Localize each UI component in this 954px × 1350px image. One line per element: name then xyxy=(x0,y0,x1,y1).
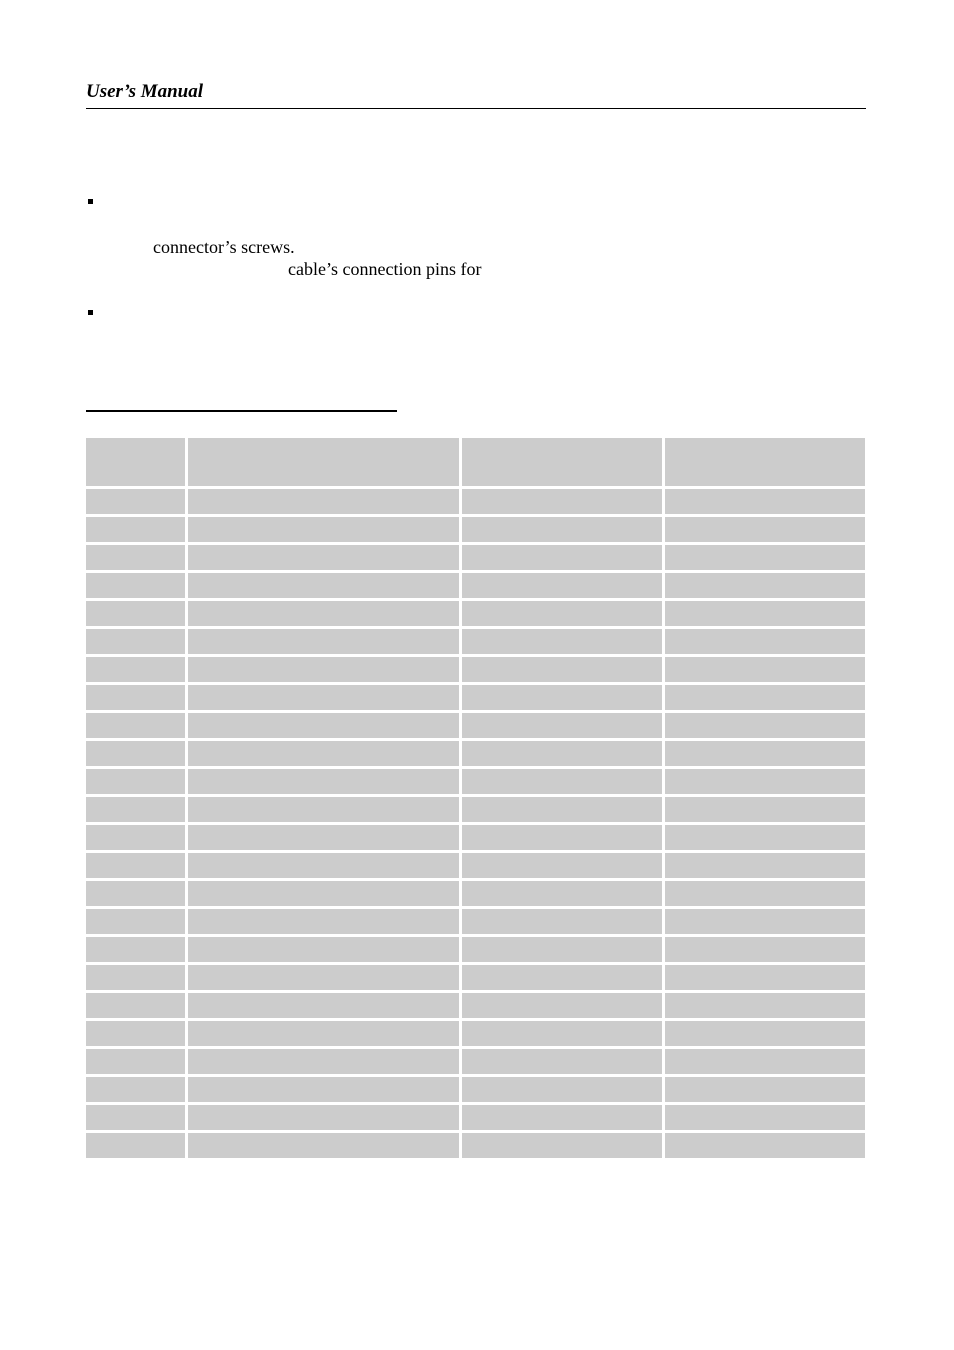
table-cell xyxy=(462,881,662,906)
header-divider xyxy=(86,108,866,109)
table-cell xyxy=(86,825,185,850)
table-cell xyxy=(86,1105,185,1130)
table-cell xyxy=(86,713,185,738)
table-cell xyxy=(188,713,459,738)
table-cell xyxy=(86,741,185,766)
table-cell xyxy=(462,1077,662,1102)
table-cell xyxy=(188,993,459,1018)
table-cell xyxy=(665,769,865,794)
page-header-title: User’s Manual xyxy=(86,81,204,102)
table-cell xyxy=(86,685,185,710)
table-cell xyxy=(665,517,865,542)
table-cell xyxy=(188,853,459,878)
table-cell xyxy=(462,797,662,822)
table-cell xyxy=(188,937,459,962)
table-header-cell xyxy=(86,438,185,486)
table-cell xyxy=(665,1021,865,1046)
table-cell xyxy=(462,629,662,654)
table-cell xyxy=(86,1077,185,1102)
table-cell xyxy=(665,657,865,682)
table-cell xyxy=(86,517,185,542)
table-cell xyxy=(188,965,459,990)
table-cell xyxy=(188,797,459,822)
table-cell xyxy=(462,1133,662,1158)
bullet-marker-1 xyxy=(88,199,93,204)
table-cell xyxy=(86,797,185,822)
table-cell xyxy=(462,825,662,850)
table-cell xyxy=(462,601,662,626)
table-cell xyxy=(188,825,459,850)
table-cell xyxy=(462,545,662,570)
bullet-marker-2 xyxy=(88,310,93,315)
table-cell xyxy=(86,1049,185,1074)
table-cell xyxy=(462,657,662,682)
table-cell xyxy=(188,517,459,542)
table-cell xyxy=(665,545,865,570)
table-cell xyxy=(86,545,185,570)
table-cell xyxy=(86,573,185,598)
table-cell xyxy=(665,937,865,962)
table-cell xyxy=(462,909,662,934)
table-cell xyxy=(86,853,185,878)
table-cell xyxy=(462,685,662,710)
table-cell xyxy=(665,853,865,878)
table-cell xyxy=(188,573,459,598)
table-cell xyxy=(665,825,865,850)
table-cell xyxy=(665,629,865,654)
table-cell xyxy=(86,993,185,1018)
table-cell xyxy=(86,909,185,934)
table-cell xyxy=(462,517,662,542)
table-cell xyxy=(665,1077,865,1102)
table-cell xyxy=(188,545,459,570)
table-cell xyxy=(188,629,459,654)
table-cell xyxy=(86,965,185,990)
table-cell xyxy=(188,601,459,626)
table-cell xyxy=(462,993,662,1018)
table-cell xyxy=(462,741,662,766)
table-cell xyxy=(188,881,459,906)
table-header-cell xyxy=(188,438,459,486)
section-heading-underline xyxy=(86,410,397,412)
body-text-line-2: cable’s connection pins for xyxy=(288,259,482,279)
table-cell xyxy=(188,769,459,794)
table-cell xyxy=(86,881,185,906)
table-cell xyxy=(665,713,865,738)
table-cell xyxy=(462,1105,662,1130)
table-cell xyxy=(665,1133,865,1158)
pin-assignment-table xyxy=(86,438,864,1158)
table-cell xyxy=(665,797,865,822)
table-cell xyxy=(86,769,185,794)
table-cell xyxy=(188,909,459,934)
table-cell xyxy=(665,601,865,626)
table-header-cell xyxy=(665,438,865,486)
table-cell xyxy=(665,965,865,990)
table-cell xyxy=(188,657,459,682)
table-cell xyxy=(665,573,865,598)
table-cell xyxy=(86,629,185,654)
table-cell xyxy=(665,741,865,766)
table-cell xyxy=(86,657,185,682)
table-cell xyxy=(86,1021,185,1046)
table-cell xyxy=(462,965,662,990)
table-cell xyxy=(462,1021,662,1046)
table-cell xyxy=(86,937,185,962)
table-header-cell xyxy=(462,438,662,486)
table-cell xyxy=(665,1105,865,1130)
table-cell xyxy=(188,741,459,766)
table-cell xyxy=(462,489,662,514)
table-cell xyxy=(462,769,662,794)
table-cell xyxy=(665,993,865,1018)
table-cell xyxy=(86,601,185,626)
table-cell xyxy=(665,685,865,710)
table-cell xyxy=(188,1133,459,1158)
table-cell xyxy=(462,573,662,598)
table-cell xyxy=(665,489,865,514)
table-cell xyxy=(462,853,662,878)
table-cell xyxy=(665,1049,865,1074)
table-cell xyxy=(188,1105,459,1130)
table-cell xyxy=(86,489,185,514)
body-text-line-1: connector’s screws. xyxy=(153,237,295,257)
table-cell xyxy=(86,1133,185,1158)
table-cell xyxy=(188,489,459,514)
table-cell xyxy=(188,1049,459,1074)
table-cell xyxy=(188,685,459,710)
table-cell xyxy=(462,1049,662,1074)
table-cell xyxy=(665,909,865,934)
table-cell xyxy=(188,1077,459,1102)
table-cell xyxy=(665,881,865,906)
table-cell xyxy=(188,1021,459,1046)
table-cell xyxy=(462,937,662,962)
table-cell xyxy=(462,713,662,738)
